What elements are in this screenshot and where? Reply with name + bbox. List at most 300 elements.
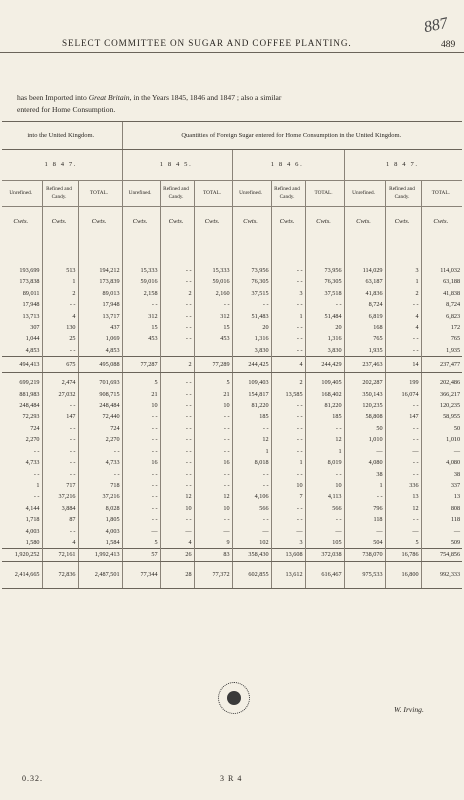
table-cell: 63,188: [421, 276, 462, 287]
table-row: [2, 434, 462, 445]
table-cell: 26: [160, 549, 194, 561]
table-cell: 120,235: [421, 400, 462, 411]
table-cell: 2: [42, 288, 78, 299]
table-cell: 114,029: [344, 265, 385, 276]
table-cell: 10: [122, 400, 160, 411]
table-cell: 16,074: [385, 389, 421, 400]
table-cell: 118: [344, 514, 385, 525]
subtotal-row: [2, 549, 462, 561]
table-cell: —: [271, 526, 305, 537]
table-cell: - -: [160, 265, 194, 276]
table-cell: 2,487,501: [78, 561, 122, 588]
table-cell: 58,955: [421, 411, 462, 422]
table-cell: 72,836: [42, 561, 78, 588]
table-cell: - -: [42, 345, 78, 357]
table-cell: - -: [305, 514, 344, 525]
table-cell: 37,515: [232, 288, 271, 299]
column-header: Unrefined.: [2, 181, 42, 207]
table-cell: —: [421, 526, 462, 537]
table-cell: 2,158: [122, 288, 160, 299]
table-cell: 27,032: [42, 389, 78, 400]
table-cell: 602,855: [232, 561, 271, 588]
table-cell: —: [160, 526, 194, 537]
table-cell: 10: [160, 503, 194, 514]
table-cell: - -: [122, 503, 160, 514]
table-cell: - -: [42, 526, 78, 537]
table-cell: 202,287: [344, 377, 385, 388]
table-cell: 13,612: [271, 561, 305, 588]
table-row: [2, 322, 462, 333]
column-header: Refined and Candy.: [385, 181, 421, 207]
unit-label: Cwts.: [385, 207, 421, 238]
table-cell: - -: [160, 469, 194, 480]
unit-label: Cwts.: [42, 207, 78, 238]
table-cell: 765: [344, 333, 385, 344]
table-cell: - -: [271, 400, 305, 411]
table-cell: —: [385, 526, 421, 537]
table-cell: 38: [344, 469, 385, 480]
table-cell: - -: [160, 276, 194, 287]
table-cell: 109,403: [232, 377, 271, 388]
table-cell: 41,838: [421, 288, 462, 299]
table-cell: 13,608: [271, 549, 305, 561]
table-cell: 1,805: [78, 514, 122, 525]
table-cell: 724: [30, 424, 40, 432]
table-cell: 28: [160, 561, 194, 588]
table-cell: 37,518: [305, 288, 344, 299]
table-cell: - -: [385, 514, 421, 525]
year-header-row: [2, 150, 462, 181]
table-cell: - -: [160, 446, 194, 457]
table-cell: 4,853: [78, 345, 122, 357]
table-row: [2, 526, 462, 537]
unit-label: Cwts.: [421, 207, 462, 238]
table-cell: 2: [160, 357, 194, 373]
table-cell: 12: [385, 503, 421, 514]
unit-label: Cwts.: [232, 207, 271, 238]
unit-label: Cwts.: [160, 207, 194, 238]
table-cell: - -: [232, 299, 271, 310]
table-cell: 120,235: [344, 400, 385, 411]
table-body: [2, 237, 462, 588]
table-cell: - -: [160, 514, 194, 525]
table-cell: 566: [305, 503, 344, 514]
column-header: Refined and Candy.: [160, 181, 194, 207]
table-cell: 1,316: [305, 333, 344, 344]
table-cell: 3: [271, 288, 305, 299]
section-right-heading: Quantities of Foreign Sugar entered for Home Consumption in the United Kingdom.: [122, 122, 462, 150]
library-stamp: [218, 682, 250, 714]
table-cell: 1: [36, 481, 40, 489]
header-rule: [0, 52, 464, 53]
table-cell: 50: [421, 423, 462, 434]
table-row: [2, 423, 462, 434]
table-cell: 81,220: [305, 400, 344, 411]
table-cell: 147: [42, 411, 78, 422]
table-cell: - -: [160, 434, 194, 445]
table-cell: - -: [160, 322, 194, 333]
table-cell: 699,219: [19, 379, 40, 387]
table-cell: 237,463: [344, 357, 385, 373]
table-cell: - -: [385, 423, 421, 434]
table-row: [2, 400, 462, 411]
table-cell: 130: [42, 322, 78, 333]
table-cell: 13,585: [271, 389, 305, 400]
table-cell: - -: [305, 423, 344, 434]
table-cell: 21: [122, 389, 160, 400]
table-cell: - -: [194, 469, 232, 480]
table-row: [2, 514, 462, 525]
table-cell: - -: [194, 480, 232, 491]
table-cell: 1,069: [78, 333, 122, 344]
footer-signature-mark: 0.32.: [22, 774, 43, 783]
unit-label: Cwts.: [194, 207, 232, 238]
unit-label: Cwts.: [13, 218, 29, 226]
table-cell: 4,733: [25, 459, 40, 467]
table-cell: 168,402: [305, 389, 344, 400]
column-header: Refined and Candy.: [42, 181, 78, 207]
table-cell: - -: [160, 299, 194, 310]
table-cell: 1: [271, 457, 305, 468]
table-cell: [160, 345, 194, 357]
table-cell: 15: [122, 322, 160, 333]
table-cell: - -: [160, 423, 194, 434]
unit-label: Cwts.: [271, 207, 305, 238]
table-cell: 312: [194, 311, 232, 322]
year-heading: 1 8 4 6.: [232, 150, 344, 181]
year-heading: 1 8 4 5.: [122, 150, 232, 181]
table-cell: 5: [194, 377, 232, 388]
table-cell: 13,713: [22, 312, 40, 320]
table-cell: 17,948: [78, 299, 122, 310]
table-cell: 717: [42, 480, 78, 491]
table-cell: 4,080: [421, 457, 462, 468]
table-cell: 495,088: [78, 357, 122, 373]
table-cell: 4: [42, 537, 78, 549]
table-cell: [194, 345, 232, 357]
table-cell: 14: [385, 357, 421, 373]
table-cell: 105: [305, 537, 344, 549]
table-cell: 513: [42, 265, 78, 276]
table-cell: 102: [232, 537, 271, 549]
intro-paragraph: [17, 92, 437, 116]
table-cell: 796: [344, 503, 385, 514]
table-cell: 1,718: [25, 516, 40, 524]
table-cell: 1,584: [78, 537, 122, 549]
table-cell: - -: [271, 322, 305, 333]
unit-label: Cwts.: [122, 207, 160, 238]
table-cell: - -: [122, 434, 160, 445]
table-cell: —: [421, 446, 462, 457]
table-cell: 4: [385, 311, 421, 322]
table-cell: 312: [122, 311, 160, 322]
signature: W. Irving.: [394, 705, 424, 714]
table-cell: 87: [42, 514, 78, 525]
table-cell: 15,333: [194, 265, 232, 276]
table-cell: —: [305, 526, 344, 537]
table-cell: 5: [122, 377, 160, 388]
table-cell: 109,405: [305, 377, 344, 388]
table-cell: 168: [344, 322, 385, 333]
table-cell: 6,819: [344, 311, 385, 322]
table-cell: 8,018: [232, 457, 271, 468]
table-cell: 307: [30, 324, 40, 332]
table-cell: 4,003: [78, 526, 122, 537]
table-cell: 77,372: [194, 561, 232, 588]
table-cell: 3,884: [42, 503, 78, 514]
table-cell: 59,016: [194, 276, 232, 287]
table-cell: 13: [385, 491, 421, 502]
table-cell: - -: [122, 411, 160, 422]
table-cell: 4,113: [305, 491, 344, 502]
section-left-heading: into the United Kingdom.: [2, 122, 122, 150]
table-cell: - -: [271, 276, 305, 287]
table-cell: - -: [385, 434, 421, 445]
spacer-row: [2, 237, 462, 265]
table-cell: - -: [160, 457, 194, 468]
table-cell: 51,483: [232, 311, 271, 322]
table-cell: - -: [344, 491, 385, 502]
table-cell: - -: [160, 411, 194, 422]
table-cell: 244,429: [305, 357, 344, 373]
table-cell: 2,474: [42, 377, 78, 388]
table-cell: 12: [194, 491, 232, 502]
table-cell: 89,011: [22, 289, 40, 297]
table-cell: - -: [122, 446, 160, 457]
table-cell: 185: [232, 411, 271, 422]
table-row: [2, 311, 462, 322]
table-cell: - -: [42, 423, 78, 434]
table-cell: 147: [385, 411, 421, 422]
table-cell: 2: [271, 377, 305, 388]
table-cell: 77,287: [122, 357, 160, 373]
table-cell: 336: [385, 480, 421, 491]
table-cell: - -: [122, 514, 160, 525]
table-cell: 2,270: [78, 434, 122, 445]
table-row: [2, 345, 462, 357]
table-cell: - -: [271, 446, 305, 457]
table-cell: 8,019: [305, 457, 344, 468]
table-cell: - -: [78, 469, 122, 480]
table-cell: 77,344: [122, 561, 160, 588]
grand-total-row: [2, 561, 462, 588]
year-heading: 1 8 4 7.: [2, 150, 122, 181]
sugar-table: [2, 121, 462, 589]
table-cell: 4,106: [232, 491, 271, 502]
table-row: [2, 333, 462, 344]
table-cell: - -: [271, 265, 305, 276]
table-cell: 4: [42, 311, 78, 322]
table-cell: 2: [385, 288, 421, 299]
table-cell: 15: [194, 322, 232, 333]
table-cell: 4: [385, 322, 421, 333]
table-cell: 89,013: [78, 288, 122, 299]
table-cell: - -: [271, 333, 305, 344]
column-header: Refined and Candy.: [271, 181, 305, 207]
table-cell: 9: [194, 537, 232, 549]
table-cell: 4: [160, 537, 194, 549]
table-cell: —: [344, 526, 385, 537]
table-cell: 37,216: [78, 491, 122, 502]
table-cell: 7: [271, 491, 305, 502]
table-cell: - -: [160, 333, 194, 344]
table-cell: 4,733: [78, 457, 122, 468]
table-cell: - -: [385, 345, 421, 357]
table-cell: 1: [42, 276, 78, 287]
table-cell: 3,830: [305, 345, 344, 357]
table-cell: —: [344, 446, 385, 457]
table-cell: - -: [271, 299, 305, 310]
table-cell: 975,533: [344, 561, 385, 588]
table-cell: 1,044: [25, 335, 40, 343]
table-cell: 16,786: [385, 549, 421, 561]
column-header: TOTAL.: [194, 181, 232, 207]
table-cell: 4: [271, 357, 305, 373]
table-cell: 765: [421, 333, 462, 344]
table-cell: - -: [42, 434, 78, 445]
table-cell: - -: [160, 377, 194, 388]
table-cell: 73,956: [305, 265, 344, 276]
table-row: [2, 276, 462, 287]
table-cell: 453: [194, 333, 232, 344]
table-cell: 12: [160, 491, 194, 502]
table-cell: 20: [305, 322, 344, 333]
table-cell: - -: [160, 311, 194, 322]
table-cell: - -: [232, 514, 271, 525]
table-cell: - -: [305, 469, 344, 480]
unit-label: Cwts.: [305, 207, 344, 238]
table-cell: 4,853: [25, 346, 40, 354]
table-cell: 51,484: [305, 311, 344, 322]
column-header: TOTAL.: [421, 181, 462, 207]
table-cell: 77,289: [194, 357, 232, 373]
table-cell: 2: [160, 288, 194, 299]
column-header-row: [2, 181, 462, 207]
table-cell: 1: [344, 480, 385, 491]
table-cell: - -: [194, 423, 232, 434]
table-cell: - -: [385, 457, 421, 468]
table-cell: —: [194, 526, 232, 537]
table-cell: - -: [42, 446, 78, 457]
table-cell: 21: [194, 389, 232, 400]
table-cell: 76,305: [305, 276, 344, 287]
table-cell: 4,144: [25, 504, 40, 512]
column-header: Unrefined.: [122, 181, 160, 207]
table-cell: 13: [421, 491, 462, 502]
table-cell: 76,305: [232, 276, 271, 287]
table-row: [2, 480, 462, 491]
table-cell: 494,413: [2, 357, 42, 373]
table-cell: 114,032: [421, 265, 462, 276]
table-cell: 58,808: [344, 411, 385, 422]
table-cell: - -: [122, 469, 160, 480]
table-cell: - -: [42, 400, 78, 411]
table-cell: 248,484: [19, 402, 40, 410]
table-cell: 10: [194, 503, 232, 514]
table-cell: - -: [194, 411, 232, 422]
table-cell: - -: [385, 469, 421, 480]
table-cell: 1,935: [421, 345, 462, 357]
intro-line-2: entered for Home Consumption.: [17, 105, 116, 114]
table-row: [2, 537, 462, 549]
table-cell: - -: [232, 480, 271, 491]
table-cell: - -: [271, 469, 305, 480]
table-row: [2, 457, 462, 468]
table-row: [2, 299, 462, 310]
table-cell: 350,143: [344, 389, 385, 400]
table-cell: 1,316: [232, 333, 271, 344]
table-cell: 8,724: [344, 299, 385, 310]
table-cell: - -: [42, 469, 78, 480]
table-cell: 57: [122, 549, 160, 561]
table-row: [2, 491, 462, 502]
table-row: [2, 288, 462, 299]
table-cell: 12: [232, 434, 271, 445]
table-cell: 1,580: [25, 538, 40, 546]
table-cell: - -: [271, 434, 305, 445]
table-cell: - -: [271, 423, 305, 434]
table-cell: - -: [78, 446, 122, 457]
table-cell: 675: [42, 357, 78, 373]
table-cell: —: [385, 446, 421, 457]
column-header: Unrefined.: [232, 181, 271, 207]
units-row: [2, 207, 462, 238]
table-cell: 724: [78, 423, 122, 434]
table-cell: 199: [385, 377, 421, 388]
subtotal-row: [2, 357, 462, 373]
intro-text-a: has been Imported into: [17, 93, 89, 102]
table-cell: 41,836: [344, 288, 385, 299]
table-cell: 337: [421, 480, 462, 491]
table-cell: 1: [385, 276, 421, 287]
table-cell: 194,212: [78, 265, 122, 276]
table-cell: 3,830: [232, 345, 271, 357]
table-cell: - -: [160, 480, 194, 491]
table-cell: 20: [232, 322, 271, 333]
column-header: Unrefined.: [344, 181, 385, 207]
table-cell: 2,414,665: [2, 561, 42, 588]
table-cell: 2,160: [194, 288, 232, 299]
table-cell: 72,161: [42, 549, 78, 561]
table-cell: - -: [194, 434, 232, 445]
table-cell: 202,486: [421, 377, 462, 388]
table-cell: 63,187: [344, 276, 385, 287]
table-cell: 154,817: [232, 389, 271, 400]
table-cell: 1: [305, 446, 344, 457]
table-cell: - -: [385, 400, 421, 411]
table-cell: 738,070: [344, 549, 385, 561]
table-cell: 10: [271, 480, 305, 491]
table-cell: 8,028: [78, 503, 122, 514]
table-cell: - -: [42, 457, 78, 468]
table-cell: 81,220: [232, 400, 271, 411]
table-cell: 1,920,252: [2, 549, 42, 561]
table-cell: - -: [271, 345, 305, 357]
table-cell: - -: [194, 514, 232, 525]
table-cell: 237,477: [421, 357, 462, 373]
unit-label: Cwts.: [344, 207, 385, 238]
table-cell: 509: [421, 537, 462, 549]
table-cell: 13,717: [78, 311, 122, 322]
table-cell: 73,956: [232, 265, 271, 276]
table-cell: —: [232, 526, 271, 537]
page-header-title: SELECT COMMITTEE ON SUGAR AND COFFEE PLANTING.: [62, 38, 352, 48]
table-cell: 15,333: [122, 265, 160, 276]
table-cell: 437: [78, 322, 122, 333]
table-row: [2, 265, 462, 276]
table-cell: 808: [421, 503, 462, 514]
table-cell: 453: [122, 333, 160, 344]
